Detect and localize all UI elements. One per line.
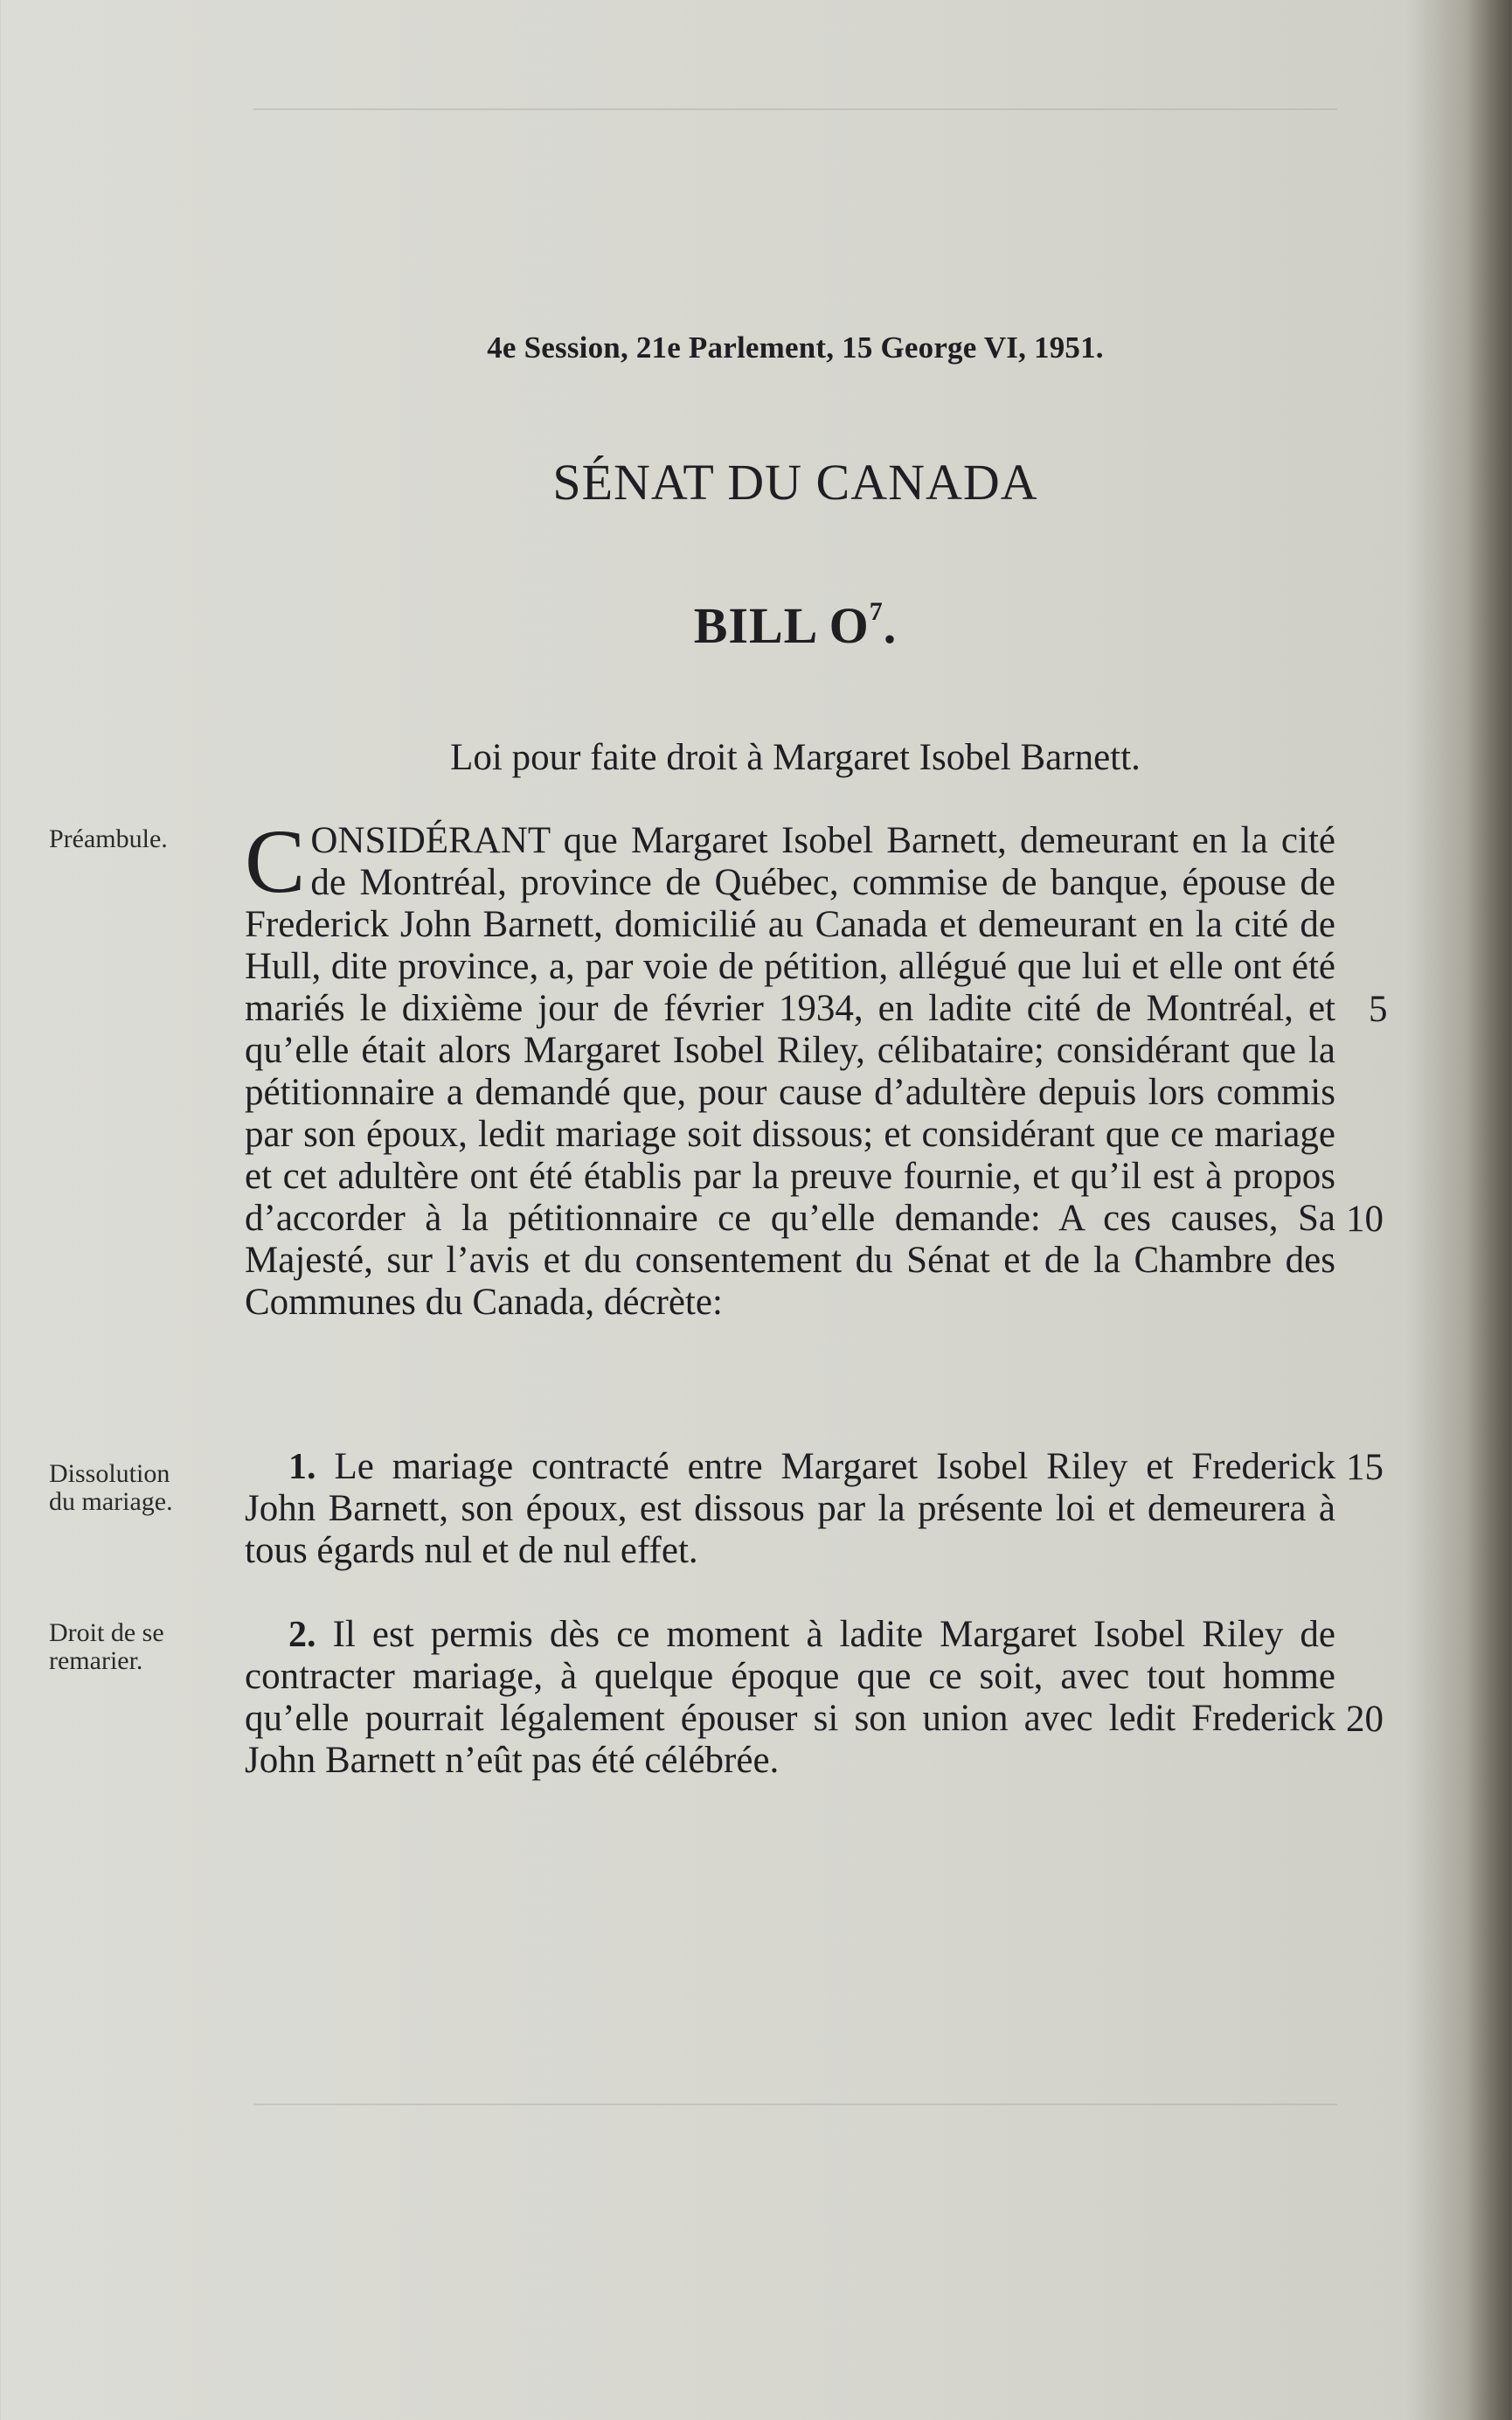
preamble-paragraph: [245, 811, 1335, 1324]
line-number-5: 5: [1369, 989, 1388, 1030]
preamble-text: ONSIDÉRANT que Margaret Isobel Barnett, demeurant en la cité de Montréal, province de Québec, commise de banque, épouse de Frederick John Barnett, domicilié au Canada et demeurant en la cité de Hull, dite province, a, par voie de pétition, allégué que lui et elle ont été mariés le dixième jour de février 1934, en ladite cité de Montréal, et qu’elle était alors Margaret Isobel Riley, célibataire; considérant que la pétitionnaire a demandé que, pour cause d’adultère depuis lors commis par son époux, ledit mariage soit dissous; et considérant que ce mariage et cet adultère ont été établis par la preuve fournie, et qu’il est à propos d’accorder à la pétitionnaire ce qu’elle demande: A ces causes, Sa Majesté, sur l’avis et du consentement du Sénat et de la Chambre des Communes du Canada, décrète:: [245, 820, 1335, 1323]
margin-note-remarry-line1: Droit de se: [49, 1618, 164, 1647]
line-number-10: 10: [1346, 1199, 1384, 1240]
bill-number: [0, 596, 1512, 655]
section-2-number: 2.: [288, 1615, 316, 1655]
line-number-20: 20: [1346, 1699, 1384, 1740]
drop-cap: C: [245, 811, 306, 912]
session-line: 4e Session, 21e Parlement, 15 George VI, 1951.: [487, 330, 1104, 365]
section-1-text: Le mariage contracté entre Margaret Isobel Riley et Frederick John Barnett, son époux, est dissous par la présente loi et demeurera à tous égards nul et de nul effet.: [245, 1446, 1335, 1571]
section-1-number: 1.: [288, 1447, 316, 1487]
line-number-15: 15: [1346, 1447, 1384, 1488]
bill-period: .: [883, 597, 898, 654]
faint-bottom-rule: [253, 2104, 1337, 2105]
margin-note-dissolution-line2: du mariage.: [49, 1487, 173, 1516]
section-2-paragraph: [245, 1614, 1335, 1782]
section-1-paragraph: [245, 1446, 1335, 1572]
chamber-title: SÉNAT DU CANADA: [552, 454, 1038, 511]
margin-note-remarry-line2: remarier.: [49, 1646, 143, 1675]
faint-top-rule: [253, 108, 1337, 110]
bill-subtitle: Loi pour faite droit à Margaret Isobel Barnett.: [450, 737, 1141, 778]
bill-label: BILL O: [693, 597, 870, 654]
margin-note-dissolution-line1: Dissolution: [49, 1459, 170, 1488]
margin-note-remarry: [49, 1619, 215, 1675]
section-2-text: Il est permis dès ce moment à ladite Margaret Isobel Riley de contracter mariage, à quelque époque que ce soit, avec tout homme qu’elle pourrait légalement épouser si son union avec ledit Frederick John Barnett n’eût pas été célébrée.: [245, 1614, 1336, 1781]
margin-note-preamble: Préambule.: [49, 824, 168, 853]
margin-note-dissolution: [49, 1460, 215, 1516]
bill-superscript: 7: [869, 597, 884, 626]
